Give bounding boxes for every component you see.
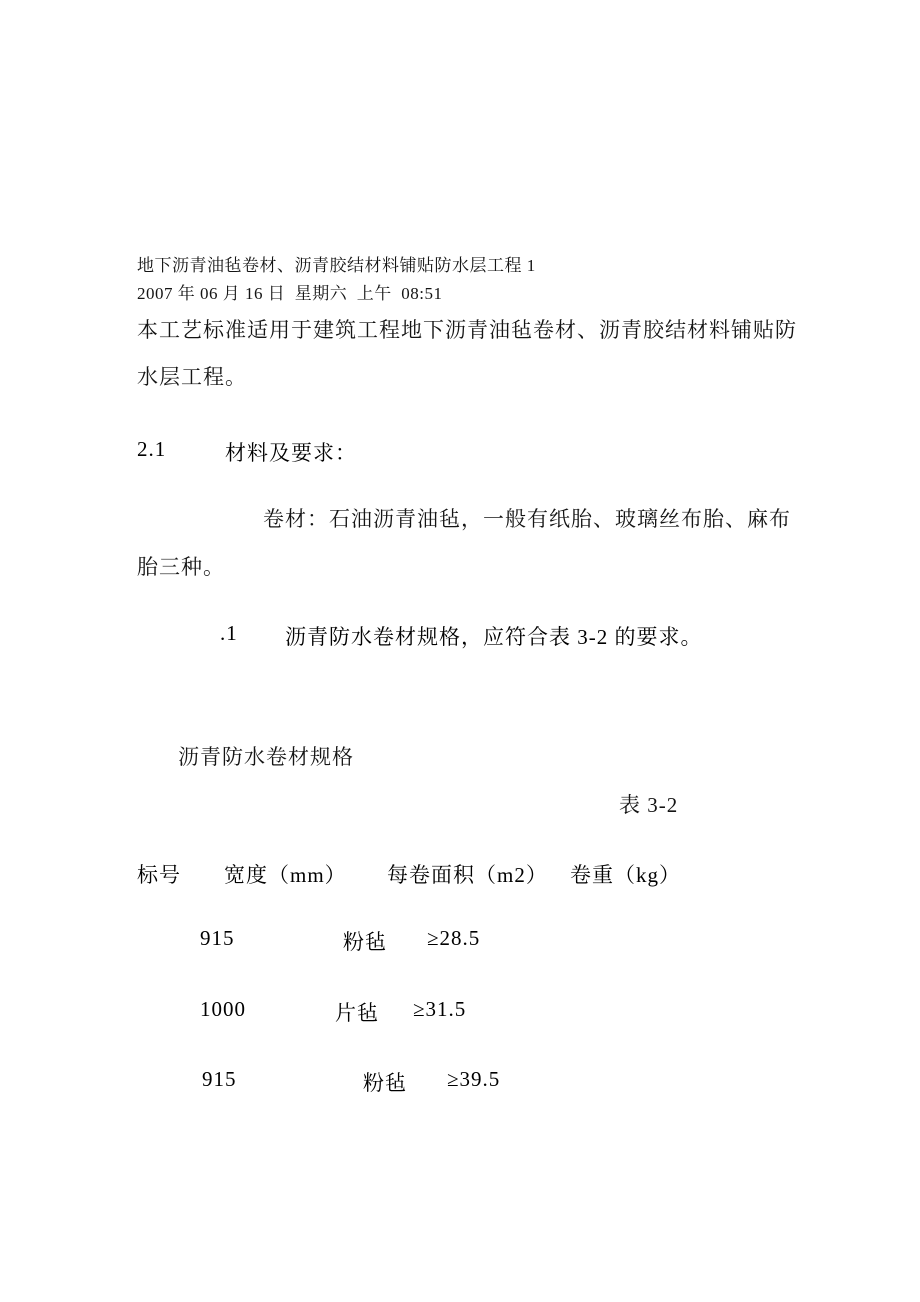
table-row	[0, 997, 920, 1029]
table-row	[0, 1067, 920, 1099]
table-caption: 沥青防水卷材规格	[178, 745, 354, 769]
table-number-label: 表 3-2	[619, 793, 679, 817]
table-cell-type: 粉毡	[363, 1071, 407, 1095]
intro-paragraph-line-2: 水层工程。	[137, 365, 247, 389]
table-cell-width: 1000	[200, 997, 246, 1021]
table-header-grade: 标号	[137, 863, 181, 887]
table-header-weight: 卷重（kg）	[570, 863, 681, 887]
table-cell-width: 915	[200, 926, 235, 950]
list-item-1	[0, 621, 920, 651]
intro-paragraph-line-1: 本工艺标准适用于建筑工程地下沥青油毡卷材、沥青胶结材料铺贴防	[137, 318, 797, 342]
document-title: 地下沥青油毡卷材、沥青胶结材料铺贴防水层工程 1	[137, 256, 536, 275]
table-cell-width: 915	[202, 1067, 237, 1091]
document-date: 2007 年 06 月 16 日 星期六 上午 08:51	[137, 284, 443, 303]
section-number: 2.1	[137, 437, 167, 461]
table-cell-type: 片毡	[335, 1001, 379, 1025]
table-header-area: 每卷面积（m2）	[387, 863, 548, 887]
list-item-number: .1	[220, 621, 238, 645]
table-cell-type: 粉毡	[343, 930, 387, 954]
section-heading	[0, 437, 920, 467]
list-item-text: 沥青防水卷材规格，应符合表 3-2 的要求。	[285, 625, 703, 649]
table-cell-value: ≥31.5	[413, 997, 467, 1021]
table-row	[0, 926, 920, 958]
materials-paragraph-line-1: 卷材：石油沥青油毡，一般有纸胎、玻璃丝布胎、麻布	[263, 507, 791, 531]
table-cell-value: ≥39.5	[447, 1067, 501, 1091]
section-title: 材料及要求：	[225, 441, 357, 465]
materials-paragraph-line-2: 胎三种。	[137, 555, 225, 579]
table-cell-value: ≥28.5	[427, 926, 481, 950]
table-header-row	[0, 859, 920, 891]
table-header-width: 宽度（mm）	[224, 863, 347, 887]
